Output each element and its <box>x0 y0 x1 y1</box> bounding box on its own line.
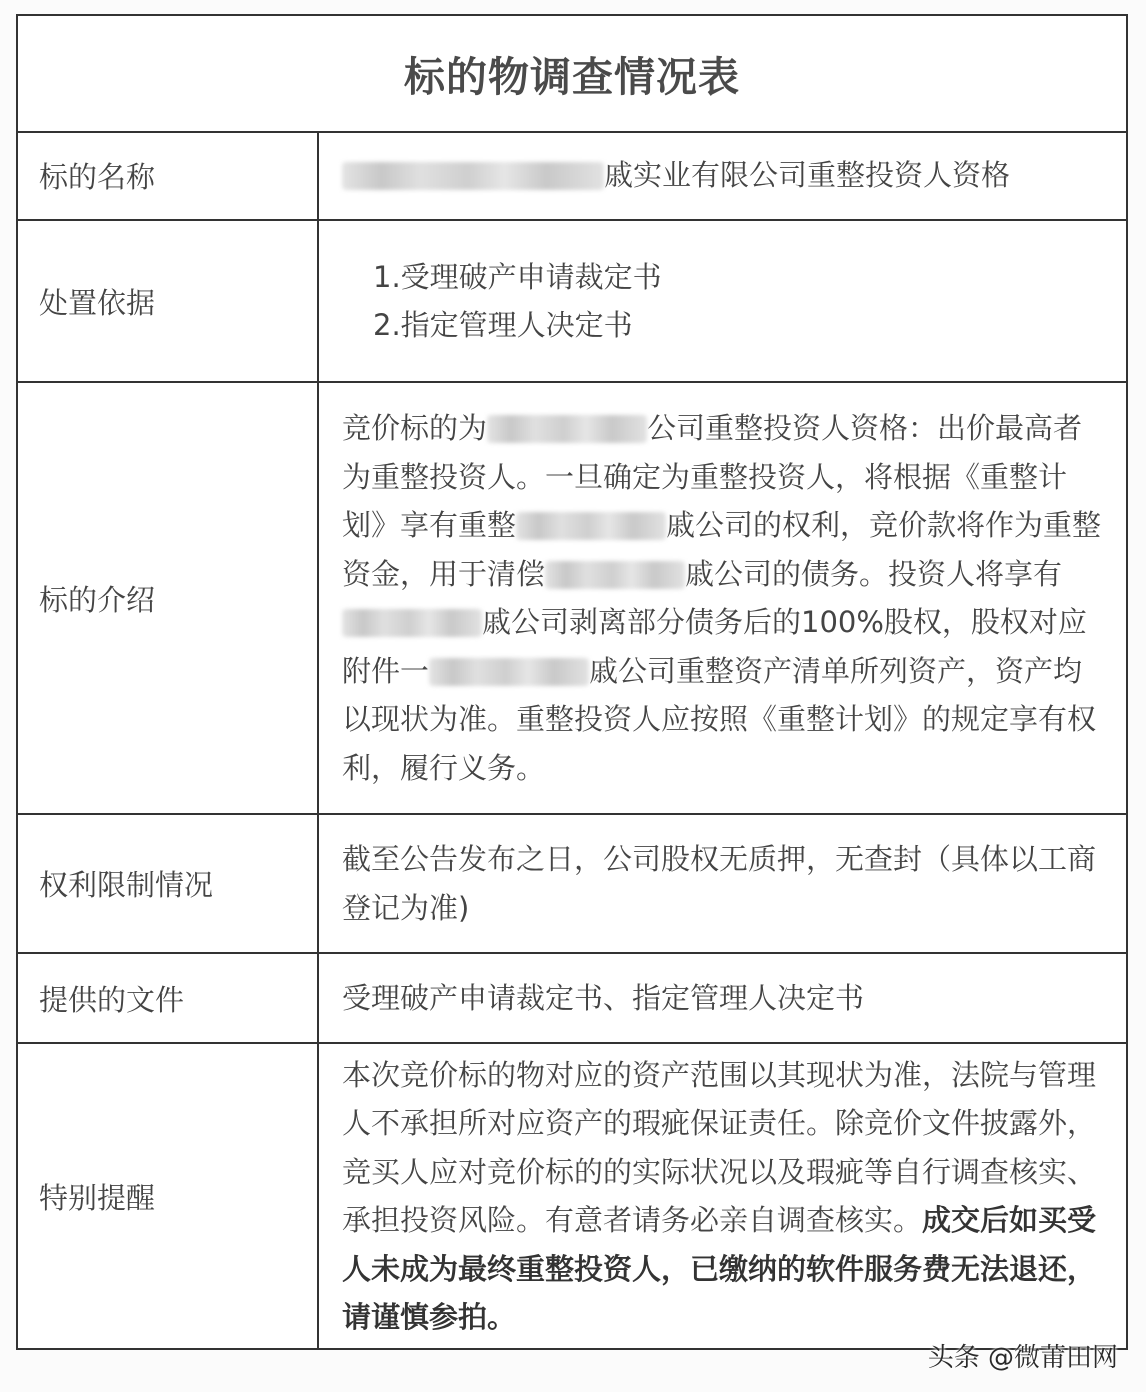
intro-text-4: 戚公司的债务。投资人将享有 <box>685 556 1063 591</box>
value-reminder-cell <box>321 1044 1126 1348</box>
redacted-text <box>342 609 482 637</box>
label-name: 标的名称 <box>18 131 319 219</box>
value-documents: 受理破产申请裁定书、指定管理人决定书 <box>342 980 865 1015</box>
reminder-paragraph <box>342 1051 1110 1342</box>
intro-paragraph <box>342 404 1110 792</box>
value-name: 戚实业有限公司重整投资人资格 <box>604 157 1011 192</box>
investigation-table <box>16 14 1128 1350</box>
intro-text-5: 戚公司剥离部分债务后的100%股权，股权对应附件一 <box>342 605 1087 688</box>
value-documents-cell <box>321 954 1126 1042</box>
table-title: 标的物调查情况表 <box>18 16 1126 133</box>
label-documents: 提供的文件 <box>18 954 319 1042</box>
reminder-bold-text: 成交后如买受人未成为最终重整投资人，已缴纳的软件服务费无法退还，请谨慎参拍。 <box>342 1203 1097 1334</box>
value-name-cell <box>321 131 1126 219</box>
redacted-text <box>429 658 589 686</box>
row-reminder <box>18 1044 1126 1348</box>
row-documents <box>18 954 1126 1044</box>
redacted-text <box>516 512 666 540</box>
label-reminder: 特别提醒 <box>18 1044 319 1348</box>
row-name <box>18 131 1126 221</box>
reminder-normal-text: 本次竞价标的物对应的资产范围以其现状为准，法院与管理人不承担所对应资产的瑕疵保证责任。除竞价文件披露外，竞买人应对竞价标的的实际状况以及瑕疵等自行调查核实、承担投资风险。有意者请务必亲自调查核实。 <box>342 1057 1097 1237</box>
intro-text-1: 竞价标的为 <box>342 411 488 445</box>
intro-text-3: 戚公司的权利，竞价款将作为重整资金，用于清偿 <box>342 508 1102 591</box>
label-basis: 处置依据 <box>18 221 319 381</box>
value-restriction-cell <box>321 815 1126 952</box>
redacted-text <box>487 415 647 443</box>
row-restriction <box>18 815 1126 954</box>
redacted-text <box>342 162 604 190</box>
value-intro-cell <box>321 383 1126 813</box>
redacted-text <box>545 561 685 589</box>
watermark: 头条 @微莆田网 <box>927 1343 1118 1373</box>
intro-text-2: 公司重整投资人资格：出价最高者为重整投资人。一旦确定为重整投资人，将根据《重整计划》享有重整 <box>342 411 1083 542</box>
intro-text-6: 戚公司重整资产清单所列资产，资产均以现状为准。重整投资人应按照《重整计划》的规定享有权利，履行义务。 <box>342 653 1097 785</box>
label-restriction: 权利限制情况 <box>18 815 319 952</box>
row-basis <box>18 221 1126 383</box>
value-basis-cell <box>321 221 1126 381</box>
label-intro: 标的介绍 <box>18 383 319 813</box>
basis-item-1: 1.受理破产申请裁定书 <box>373 260 662 294</box>
value-restriction: 截至公告发布之日，公司股权无质押，无查封（具体以工商登记为准) <box>342 842 1097 925</box>
basis-item-2: 2.指定管理人决定书 <box>373 308 633 342</box>
row-intro <box>18 383 1126 815</box>
